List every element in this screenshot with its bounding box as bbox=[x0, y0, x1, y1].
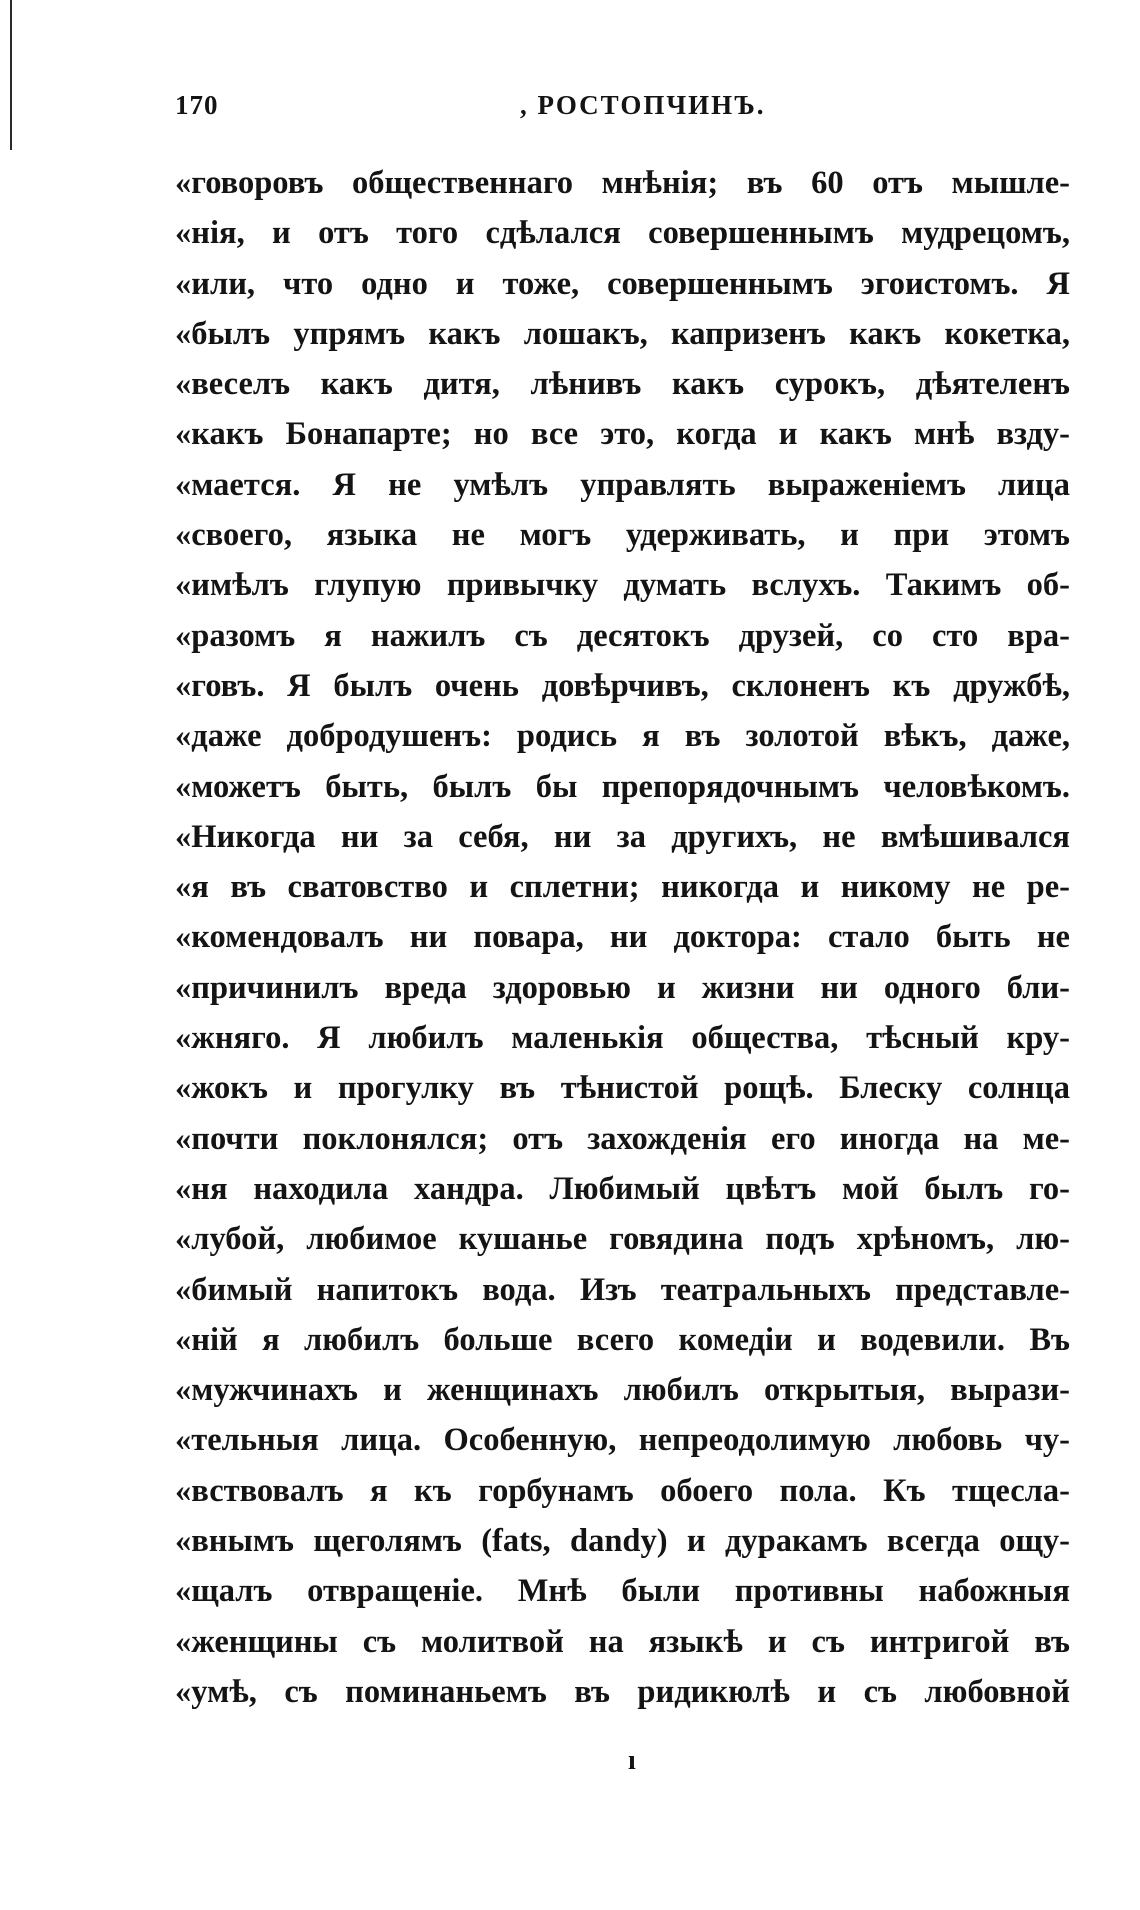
text-line: «или, что одно и тоже, совершеннымъ эгоистомъ. Я bbox=[175, 265, 1070, 302]
text-line: «имѣлъ глупую привычку думать вслухъ. Такимъ об- bbox=[175, 567, 1070, 604]
text-line: «своего, языка не могъ удерживать, и при этомъ bbox=[175, 517, 1070, 554]
text-line: «говъ. Я былъ очень довѣрчивъ, склоненъ къ дружбѣ, bbox=[175, 667, 1070, 704]
text-line: «тельныя лица. Особенную, непреодолимую любовь чу- bbox=[175, 1422, 1070, 1459]
text-line: «нія, и отъ того сдѣлался совершеннымъ мудрецомъ, bbox=[175, 215, 1070, 252]
text-line: «лубой, любимое кушанье говядина подъ хрѣномъ, лю- bbox=[175, 1221, 1070, 1258]
text-line: «жняго. Я любилъ маленькія общества, тѣсный кру- bbox=[175, 1020, 1070, 1057]
text-line: «мается. Я не умѣлъ управлять выраженіемъ лица bbox=[175, 466, 1070, 503]
text-line: «ня находила хандра. Любимый цвѣтъ мой былъ го- bbox=[175, 1170, 1070, 1207]
text-line: «внымъ щеголямъ (fats, dandy) и дуракамъ всегда ощу- bbox=[175, 1523, 1070, 1560]
text-line: «ній я любилъ больше всего комедіи и водевили. Въ bbox=[175, 1321, 1070, 1358]
page-header bbox=[175, 90, 1075, 130]
text-line: «я въ сватовство и сплетни; никогда и никому не ре- bbox=[175, 869, 1070, 906]
text-line: «былъ упрямъ какъ лошакъ, капризенъ какъ кокетка, bbox=[175, 315, 1070, 352]
text-line: «веселъ какъ дитя, лѣнивъ какъ сурокъ, дѣятеленъ bbox=[175, 366, 1070, 403]
text-line: «почти поклонялся; отъ захожденія его иногда на ме- bbox=[175, 1120, 1070, 1157]
text-line: «какъ Бонапарте; но все это, когда и какъ мнѣ взду- bbox=[175, 416, 1070, 453]
page-number: 170 bbox=[175, 90, 219, 120]
body-text bbox=[175, 158, 1070, 1717]
text-line: «разомъ я нажилъ съ десятокъ друзей, со сто вра- bbox=[175, 617, 1070, 654]
text-line: «даже добродушенъ: родись я въ золотой вѣкъ, даже, bbox=[175, 718, 1070, 755]
footer-mark: ı bbox=[628, 1745, 636, 1776]
text-line: «можетъ быть, былъ бы препорядочнымъ человѣкомъ. bbox=[175, 768, 1070, 805]
text-line: «бимый напитокъ вода. Изъ театральныхъ представле- bbox=[175, 1271, 1070, 1308]
text-line: «умѣ, съ поминаньемъ въ ридикюлѣ и съ любовной bbox=[175, 1673, 1070, 1710]
text-line: «вствовалъ я къ горбунамъ обоего пола. Къ тщесла- bbox=[175, 1472, 1070, 1509]
page-edge-rule bbox=[10, 0, 12, 150]
text-line: «мужчинахъ и женщинахъ любилъ открытыя, вырази- bbox=[175, 1372, 1070, 1409]
text-line: «говоровъ общественнаго мнѣнія; въ 60 отъ мышле- bbox=[175, 165, 1070, 201]
text-line: «жокъ и прогулку въ тѣнистой рощѣ. Блеску солнца bbox=[175, 1070, 1070, 1107]
text-line: «Никогда ни за себя, ни за другихъ, не вмѣшивался bbox=[175, 818, 1070, 855]
text-line: «комендовалъ ни повара, ни доктора: стало быть не bbox=[175, 919, 1070, 956]
text-line: «причинилъ вреда здоровью и жизни ни одного бли- bbox=[175, 969, 1070, 1006]
text-line: «женщины съ молитвой на языкѣ и съ интригой въ bbox=[175, 1623, 1070, 1660]
running-head: , РОСТОПЧИНЪ. bbox=[520, 90, 766, 120]
text-line: «щалъ отвращеніе. Мнѣ были противны набожныя bbox=[175, 1573, 1070, 1610]
